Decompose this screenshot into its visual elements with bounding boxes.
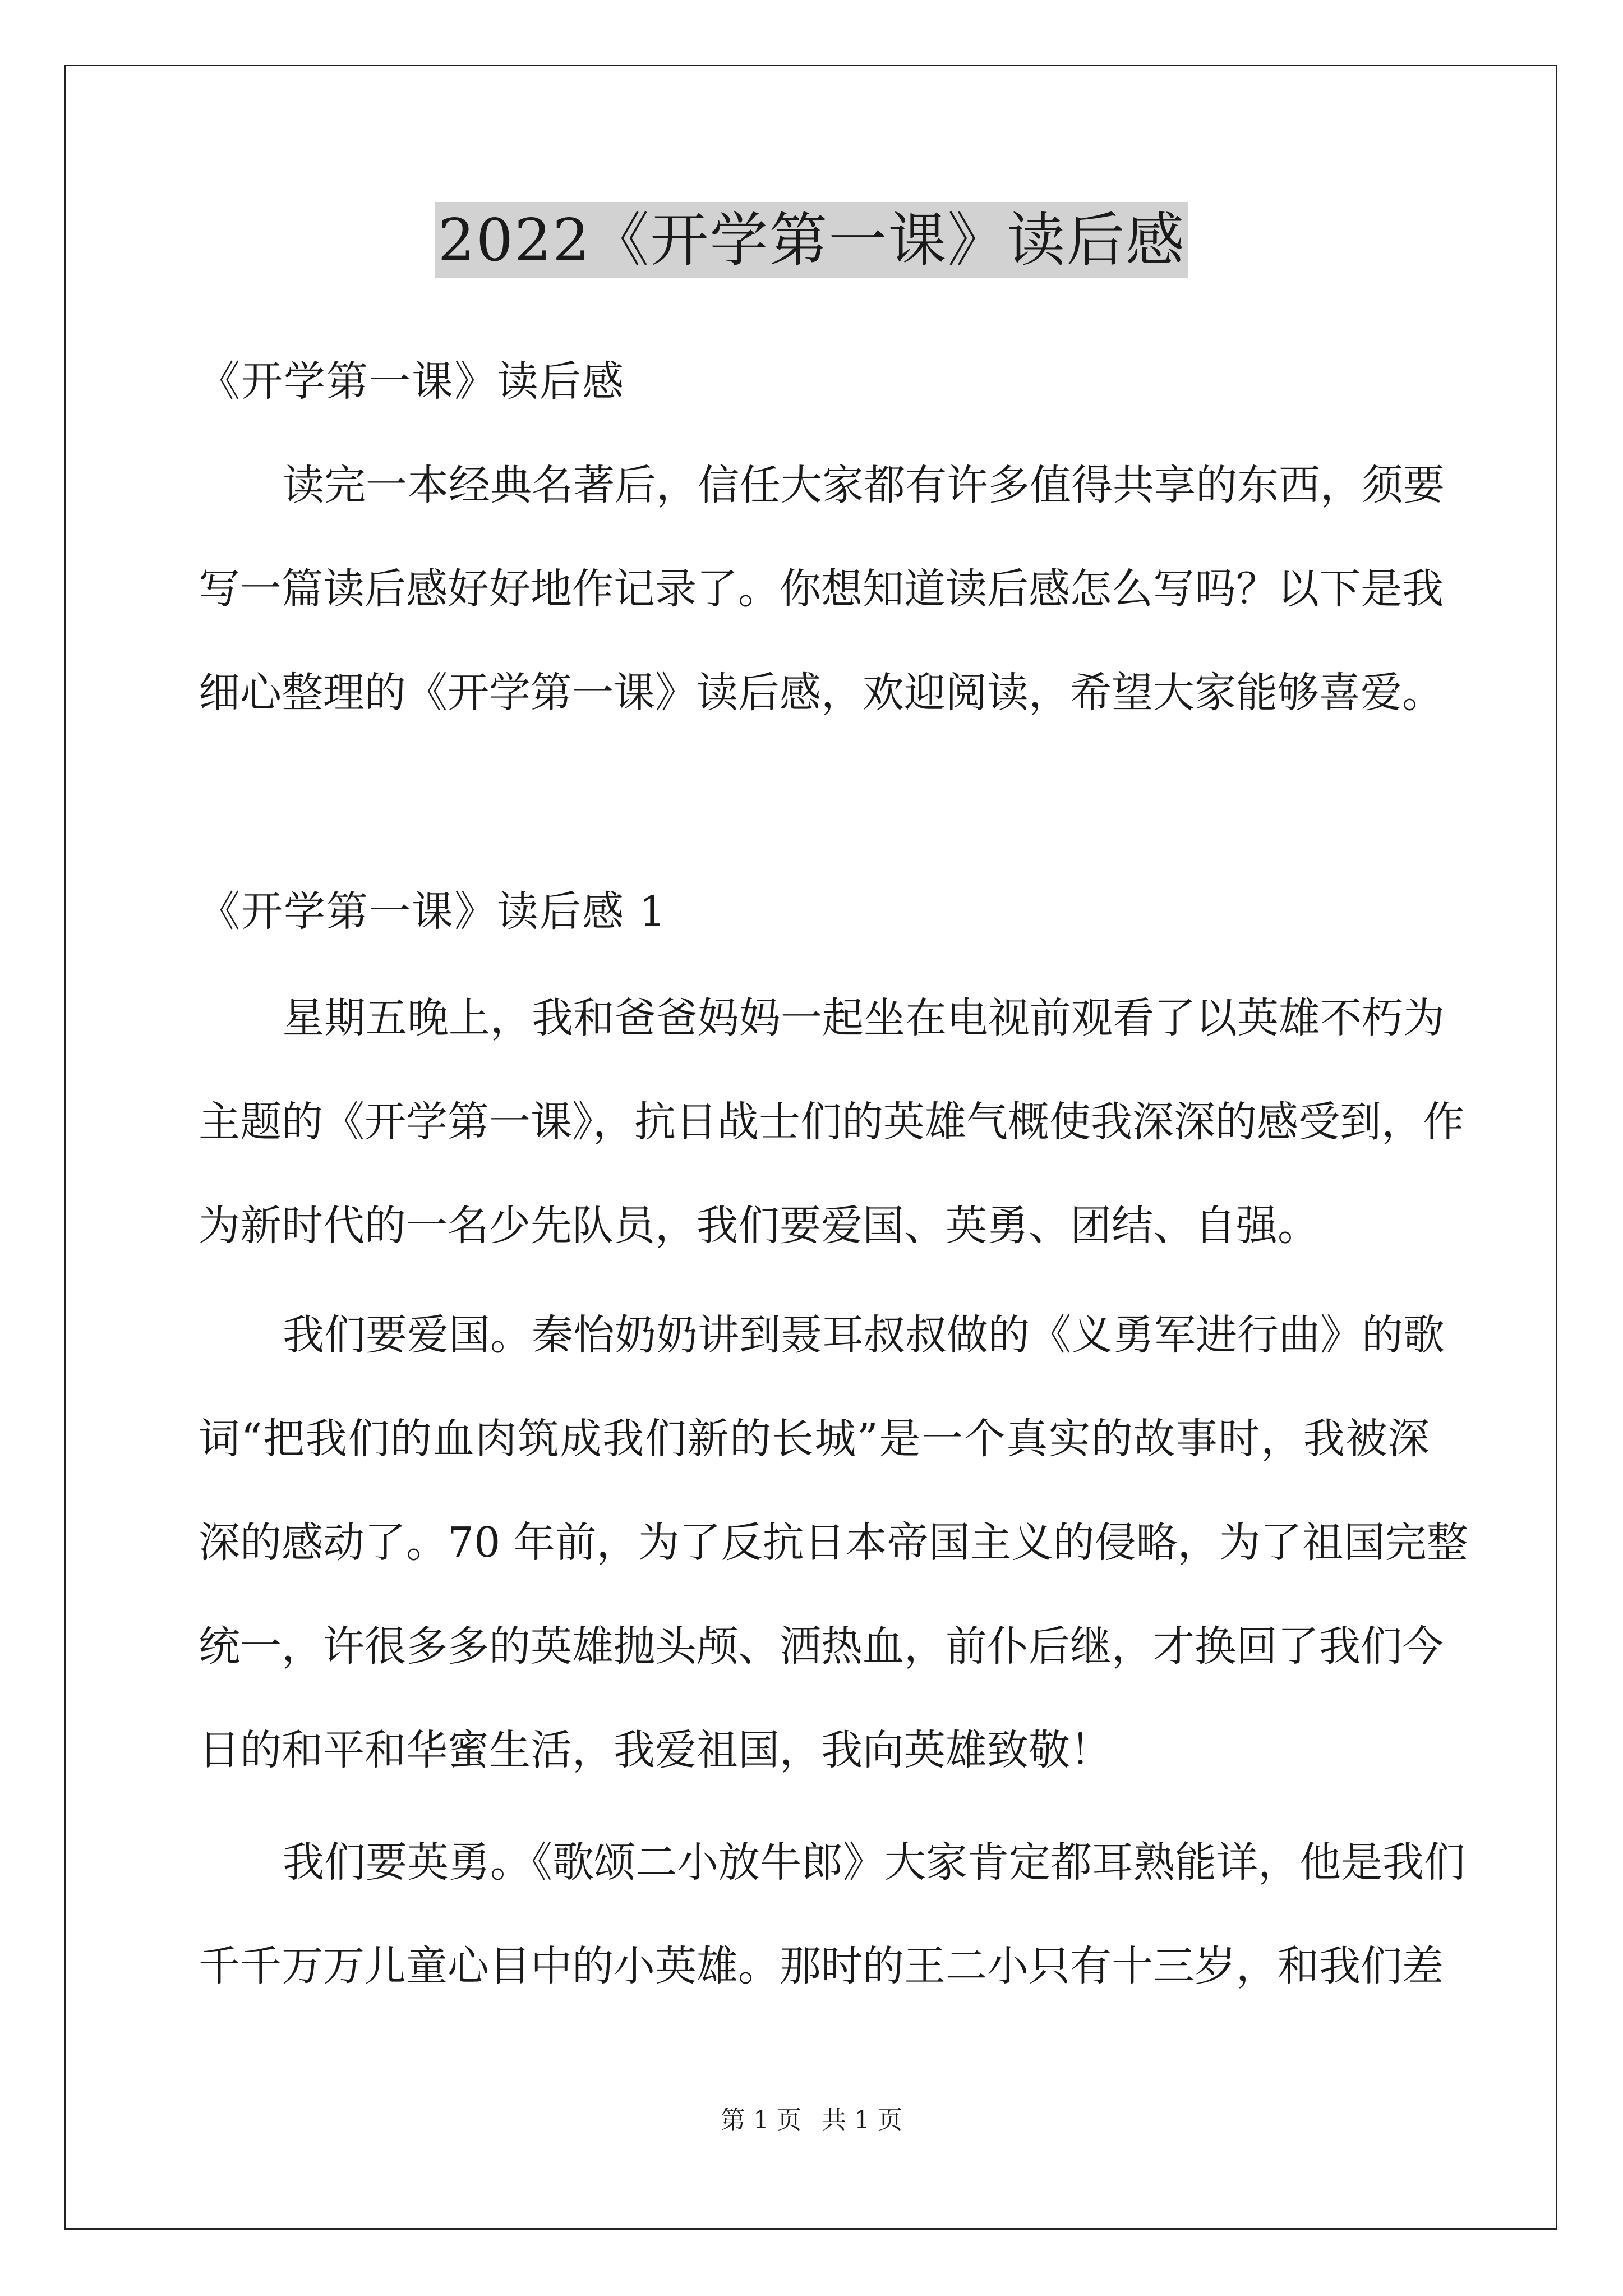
paragraph-line: 词“把我们的血肉筑成我们新的长城”是一个真实的故事时，我被深 [199, 1415, 1430, 1463]
paragraph-line: 我们要英勇。《歌颂二小放牛郎》大家肯定都耳熟能详，他是我们 [283, 1838, 1465, 1887]
page-total: 共 1 页 [822, 2106, 902, 2134]
paragraph-line: 星期五晚上，我和爸爸妈妈一起坐在电视前观看了以英雄不朽为 [283, 994, 1445, 1042]
paragraph-line: 统一，许很多多的英雄抛头颅、洒热血，前仆后继，才换回了我们今 [199, 1622, 1444, 1671]
paragraph-line: 我们要爱国。秦怡奶奶讲到聂耳叔叔做的《义勇军进行曲》的歌 [283, 1311, 1445, 1359]
page-number: 第 1 页 [721, 2106, 801, 2134]
paragraph-line: 为新时代的一名少先队员，我们要爱国、英勇、团结、自强。 [199, 1202, 1319, 1250]
document-title: 2022《开学第一课》读后感 [435, 202, 1189, 278]
paragraph-line: 深的感动了。70 年前，为了反抗日本帝国主义的侵略，为了祖国完整 [199, 1519, 1468, 1567]
paragraph-line: 主题的《开学第一课》，抗日战士们的英雄气概使我深深的感受到，作 [199, 1098, 1464, 1146]
intro-line: 细心整理的《开学第一课》读后感，欢迎阅读，希望大家能够喜爱。 [199, 669, 1444, 717]
intro-line: 写一篇读后感好好地作记录了。你想知道读后感怎么写吗？以下是我 [199, 565, 1444, 613]
title-container [0, 202, 1623, 278]
paragraph-line: 日的和平和华蜜生活，我爱祖国，我向英雄致敬！ [199, 1726, 1112, 1774]
subtitle: 《开学第一课》读后感 [199, 357, 625, 406]
page-footer [0, 2104, 1623, 2137]
paragraph-line: 千千万万儿童心目中的小英雄。那时的王二小只有十三岁，和我们差 [199, 1942, 1444, 1990]
intro-line: 读完一本经典名著后，信任大家都有许多值得共享的东西，须要 [283, 461, 1445, 509]
section-heading: 《开学第一课》读后感 1 [199, 887, 667, 936]
